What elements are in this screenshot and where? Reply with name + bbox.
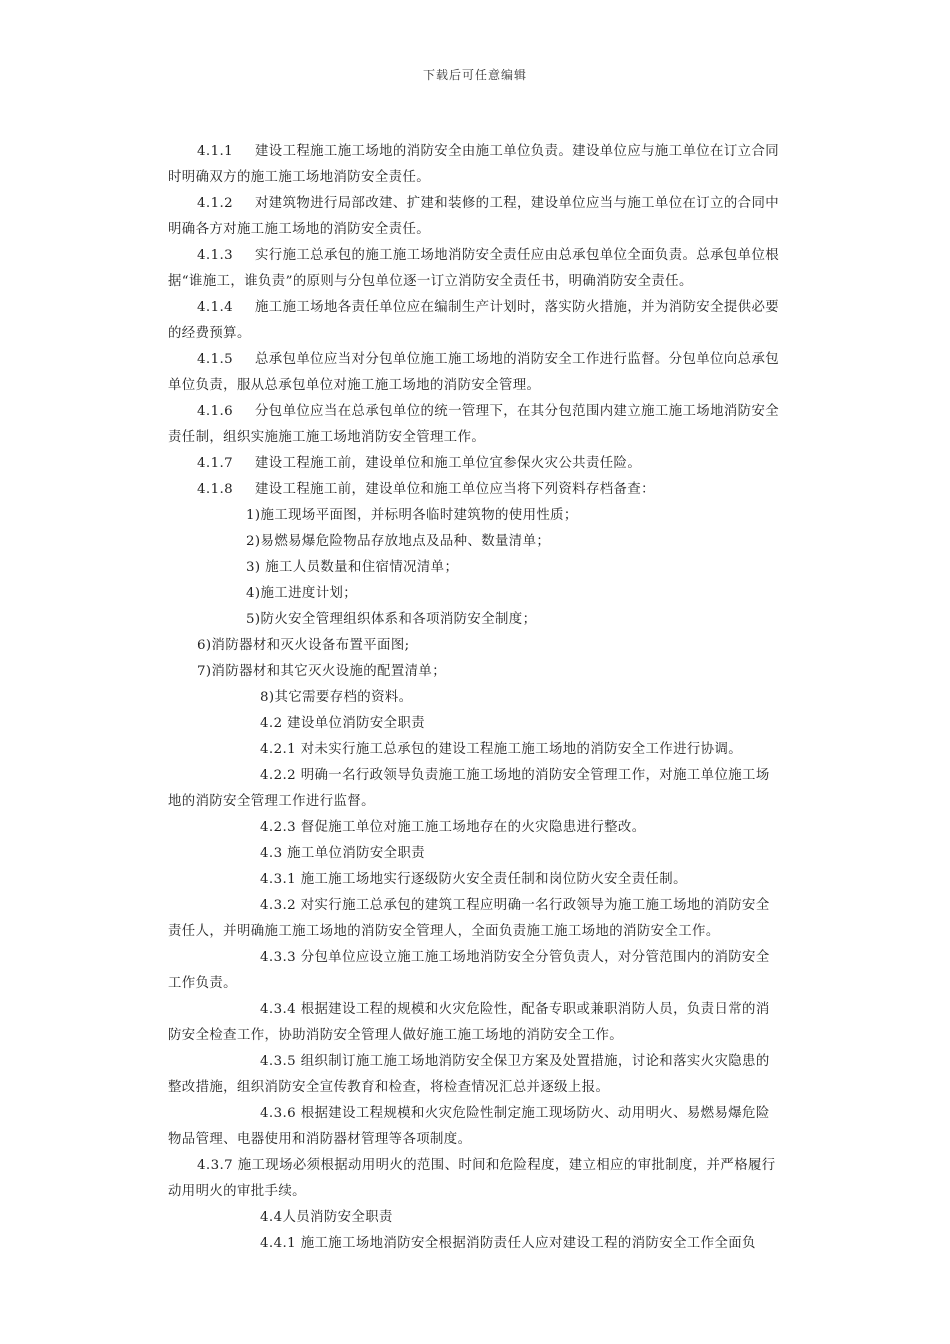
clause-4-3-1: 4.3.1 施工施工场地实行逐级防火安全责任制和岗位防火安全责任制。 [260, 872, 687, 887]
page-header: 下载后可任意编辑 [422, 68, 527, 82]
list-item: 1)施工现场平面图，并标明各临时建筑物的使用性质； [246, 508, 578, 523]
clause-number: 4.1.5 [197, 352, 234, 367]
list-item: 5)防火安全管理组织体系和各项消防安全制度； [246, 612, 537, 627]
clause-text: 建设工程施工前，建设单位和施工单位宜参保火灾公共责任险。 [255, 456, 642, 471]
clause-number: 4.1.6 [197, 404, 234, 419]
clause-4-1-7 [168, 451, 783, 477]
clause-number: 4.1.4 [197, 300, 234, 315]
clause-4-1-8 [168, 477, 783, 503]
clause-4-3-5: 4.3.5 组织制订施工施工场地消防安全保卫方案及处置措施，讨论和落实火灾隐患的整改措施，组织消防安全宣传教育和检查，将检查情况汇总并逐级上报。 [168, 1054, 770, 1095]
clause-text: 实行施工总承包的施工施工场地消防安全责任应由总承包单位全面负责。总承包单位根据“谁施工，谁负责”的原则与分包单位逐一订立消防安全责任书，明确消防安全责任。 [168, 248, 780, 289]
list-item: 8)其它需要存档的资料。 [260, 690, 413, 705]
clause-4-4-1: 4.4.1 施工施工场地消防安全根据消防责任人应对建设工程的消防安全工作全面负 [260, 1236, 756, 1251]
list-item: 4)施工进度计划； [246, 586, 358, 601]
list-item: 2)易燃易爆危险物品存放地点及品种、数量清单； [246, 534, 551, 549]
list-item: 7)消防器材和其它灭火设施的配置清单； [197, 664, 446, 679]
clause-4-3-6: 4.3.6 根据建设工程规模和火灾危险性制定施工现场防火、动用明火、易燃易爆危险物品管理、电器使用和消防器材管理等各项制度。 [168, 1106, 770, 1147]
list-item: 3) 施工人员数量和住宿情况清单； [246, 560, 459, 575]
clause-number: 4.1.8 [197, 482, 234, 497]
section-heading-4-3: 4.3 施工单位消防安全职责 [260, 846, 426, 861]
clause-number: 4.1.2 [197, 196, 234, 211]
clause-4-1-4 [168, 295, 783, 347]
clause-4-1-6 [168, 399, 783, 451]
clause-4-3-3: 4.3.3 分包单位应设立施工施工场地消防安全分管负责人，对分管范围内的消防安全工作负责。 [168, 950, 770, 991]
clause-4-1-3 [168, 243, 783, 295]
clause-4-2-1: 4.2.1 对未实行施工总承包的建设工程施工施工场地的消防安全工作进行协调。 [260, 742, 743, 757]
clause-text: 施工施工场地各责任单位应在编制生产计划时，落实防火措施，并为消防安全提供必要的经费预算。 [168, 300, 780, 341]
clause-text: 对建筑物进行局部改建、扩建和装修的工程，建设单位应当与施工单位在订立的合同中明确各方对施工施工场地的消防安全责任。 [168, 196, 780, 237]
list-item: 6)消防器材和灭火设备布置平面图; [197, 638, 410, 653]
clause-text: 分包单位应当在总承包单位的统一管理下，在其分包范围内建立施工施工场地消防安全责任制，组织实施施工施工场地消防安全管理工作。 [168, 404, 780, 445]
clause-number: 4.1.3 [197, 248, 234, 263]
clause-text: 总承包单位应当对分包单位施工施工场地的消防安全工作进行监督。分包单位向总承包单位负责，服从总承包单位对施工施工场地的消防安全管理。 [168, 352, 780, 393]
clause-4-3-4: 4.3.4 根据建设工程的规模和火灾危险性，配备专职或兼职消防人员，负责日常的消防安全检查工作，协助消防安全管理人做好施工施工场地的消防安全工作。 [168, 1002, 770, 1043]
clause-text: 建设工程施工施工场地的消防安全由施工单位负责。建设单位应与施工单位在订立合同时明确双方的施工施工场地消防安全责任。 [168, 144, 780, 185]
section-heading-4-2: 4.2 建设单位消防安全职责 [260, 716, 426, 731]
clause-text: 建设工程施工前，建设单位和施工单位应当将下列资料存档备查： [255, 482, 655, 497]
clause-4-2-3: 4.2.3 督促施工单位对施工施工场地存在的火灾隐患进行整改。 [260, 820, 646, 835]
clause-number: 4.1.7 [197, 456, 234, 471]
clause-4-1-5 [168, 347, 783, 399]
clause-4-1-2 [168, 191, 783, 243]
clause-number: 4.1.1 [197, 144, 234, 159]
section-heading-4-4: 4.4人员消防安全职责 [260, 1210, 393, 1225]
document-body [168, 139, 783, 1257]
clause-4-3-2: 4.3.2 对实行施工总承包的建筑工程应明确一名行政领导为施工施工场地的消防安全责任人，并明确施工施工场地的消防安全管理人，全面负责施工施工场地的消防安全工作。 [168, 898, 770, 939]
clause-4-2-2: 4.2.2 明确一名行政领导负责施工施工场地的消防安全管理工作，对施工单位施工场地的消防安全管理工作进行监督。 [168, 768, 770, 809]
clause-4-1-1 [168, 139, 783, 191]
clause-4-3-7: 4.3.7 施工现场必须根据动用明火的范围、时间和危险程度，建立相应的审批制度，并严格履行动用明火的审批手续。 [168, 1158, 776, 1199]
